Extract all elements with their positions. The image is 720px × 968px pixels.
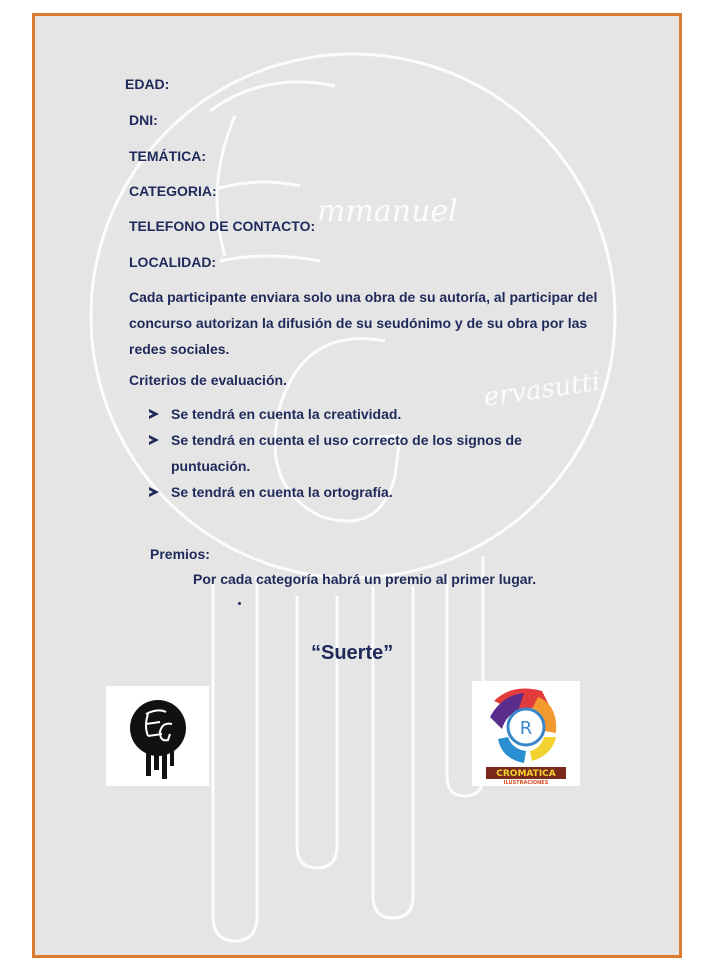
- stray-dot: [238, 602, 241, 605]
- closing-text: “Suerte”: [311, 642, 394, 664]
- list-item: Se tendrá en cuenta la creatividad.: [149, 401, 579, 427]
- field-localidad: LOCALIDAD:: [129, 254, 217, 270]
- cromatica-logo: [472, 681, 580, 786]
- participation-paragraph: Cada participante enviara solo una obra de su autoría, al participar del concurso autorizan la difusión de su seudónimo y de su obra por las redes sociales.: [129, 289, 598, 357]
- criteria-heading: Criterios de evaluación.: [129, 372, 287, 388]
- arrow-bullet-icon: [149, 435, 159, 445]
- field-telefono: TELEFONO DE CONTACTO:: [129, 218, 316, 234]
- list-item: Se tendrá en cuenta el uso correcto de los signos de puntuación.: [149, 427, 579, 479]
- arrow-bullet-icon: [149, 487, 159, 497]
- prizes-text: Por cada categoría habrá un premio al primer lugar.: [193, 571, 537, 587]
- logo-title: CROMATICA: [496, 769, 556, 779]
- field-edad: EDAD:: [125, 76, 170, 92]
- svg-text:EG: EG: [157, 732, 159, 733]
- logo-subtitle: ILUSTRACIONES: [503, 780, 549, 786]
- criteria-list: [149, 401, 579, 505]
- field-categoria: CATEGORIA:: [129, 183, 217, 199]
- arrow-bullet-icon: [149, 409, 159, 419]
- eg-logo-icon: [106, 686, 209, 786]
- logo-letter: R: [519, 718, 533, 739]
- field-dni: DNI:: [129, 112, 158, 128]
- eg-logo: [106, 686, 209, 786]
- document-page: [32, 13, 682, 958]
- cromatica-logo-icon: [472, 681, 580, 786]
- list-item: Se tendrá en cuenta la ortografía.: [149, 479, 579, 505]
- watermark-first-name: mmanuel: [317, 194, 458, 229]
- field-tematica: TEMÁTICA:: [129, 148, 206, 164]
- watermark-last-name: ervasutti: [481, 366, 603, 413]
- prizes-heading: Premios:: [150, 546, 210, 562]
